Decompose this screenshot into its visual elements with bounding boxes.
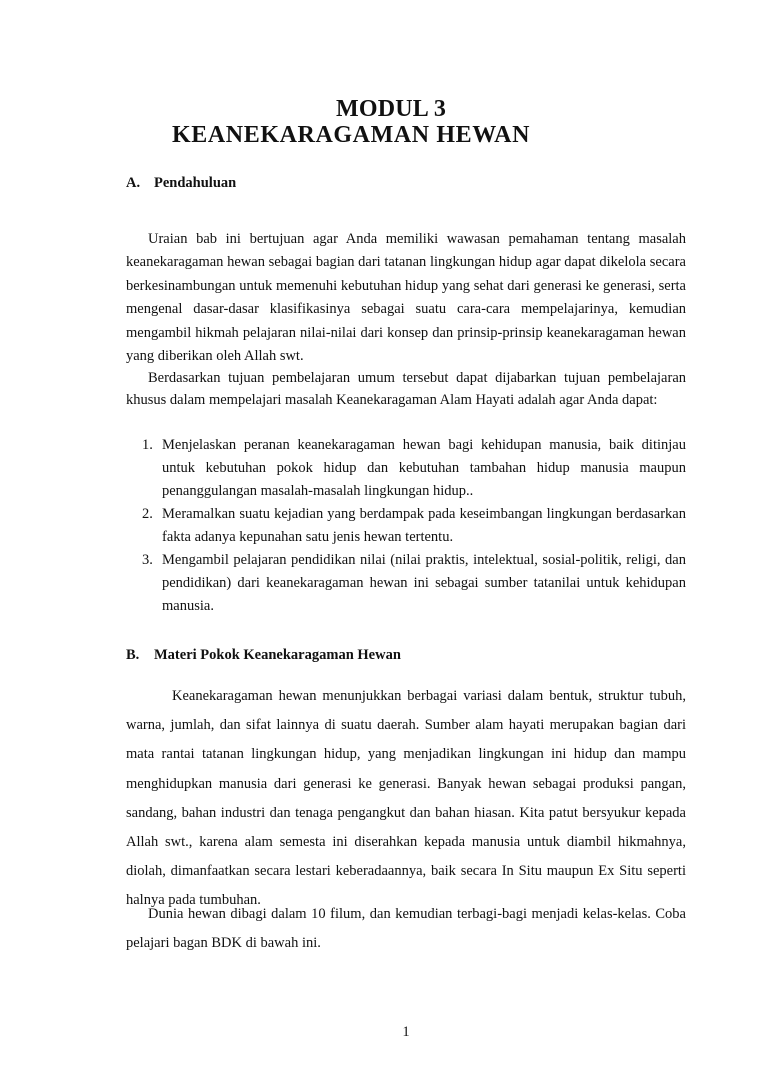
section-b-title: Materi Pokok Keanekaragaman Hewan: [154, 647, 401, 663]
module-subtitle: KEANEKARAGAMAN HEWAN: [172, 122, 531, 148]
section-b-number: B.: [126, 647, 140, 663]
list-item: [126, 549, 686, 618]
list-item-text: Meramalkan suatu kejadian yang berdampak pada keseimbangan lingkungan berdasarkan fakta adanya kepunahan satu jenis hewan tertentu.: [162, 506, 686, 545]
objectives-list: [126, 434, 686, 618]
page-number: 1: [402, 1024, 410, 1040]
module-title: MODUL 3: [336, 96, 447, 122]
section-a-heading: [126, 175, 236, 192]
list-item-text: Mengambil pelajaran pendidikan nilai (nilai praktis, intelektual, sosial-politik, religi, dan pendidikan) dari keanekaragaman hewan ini sebagai sumber tatanilai untuk kehidupan manusia.: [162, 552, 686, 614]
list-item: [126, 434, 686, 503]
section-a-number: A.: [126, 175, 141, 191]
list-item-text: Menjelaskan peranan keanekaragaman hewan bagi kehidupan manusia, baik ditinjau untuk kebutuhan pokok hidup dan kebutuhan tambahan hidup manusia maupun penanggulangan masalah-masalah lingkungan hidup..: [162, 437, 686, 499]
list-item: [126, 503, 686, 549]
list-item-number: 1.: [142, 437, 153, 453]
biodiversity-paragraph: Keanekaragaman hewan menunjukkan berbagai variasi dalam bentuk, struktur tubuh, warna, jumlah, dan sifat lainnya di suatu daerah. Sumber alam hayati merupakan bagian dari mata rantai tatanan lingkungan hidup, yang menjadikan lingkungan ini hidup dan mampu menghidupkan manusia dari generasi ke generasi. Banyak hewan sebagai produksi pangan, sandang, bahan industri dan tenaga pengangkut dan bahan hiasan. Kita patut bersyukur kepada Allah swt., karena alam semesta ini diserahkan kepada manusia untuk diambil hikmahnya, diolah, dimanfaatkan secara lestari keberadaannya, baik secara In Situ maupun Ex Situ seperti halnya pada tumbuhan.: [126, 688, 686, 909]
section-a-title: Pendahuluan: [154, 175, 237, 191]
phylum-paragraph: Dunia hewan dibagi dalam 10 filum, dan kemudian terbagi-bagi menjadi kelas-kelas. Coba pelajari bagan BDK di bawah ini.: [126, 906, 686, 952]
intro-paragraph: Uraian bab ini bertujuan agar Anda memiliki wawasan pemahaman tentang masalah keanekaragaman hewan sebagai bagian dari tatanan lingkungan hidup agar dapat dikelola secara berkesinambungan untuk memenuhi kebutuhan hidup yang sehat dari generasi ke generasi, serta mengenal dasar-dasar klasifikasinya sebagai suatu cara-cara mempelajarinya, kemudian mengambil hikmah pelajaran nilai-nilai dari konsep dan prinsip-prinsip keanekaragaman hewan yang diberikan oleh Allah swt.: [126, 231, 686, 365]
list-item-number: 3.: [142, 552, 153, 568]
section-b-heading: [126, 647, 401, 664]
objectives-intro-paragraph: Berdasarkan tujuan pembelajaran umum tersebut dapat dijabarkan tujuan pembelajaran khusus dalam mempelajari masalah Keanekaragaman Alam Hayati adalah agar Anda dapat:: [126, 370, 686, 408]
list-item-number: 2.: [142, 506, 153, 522]
